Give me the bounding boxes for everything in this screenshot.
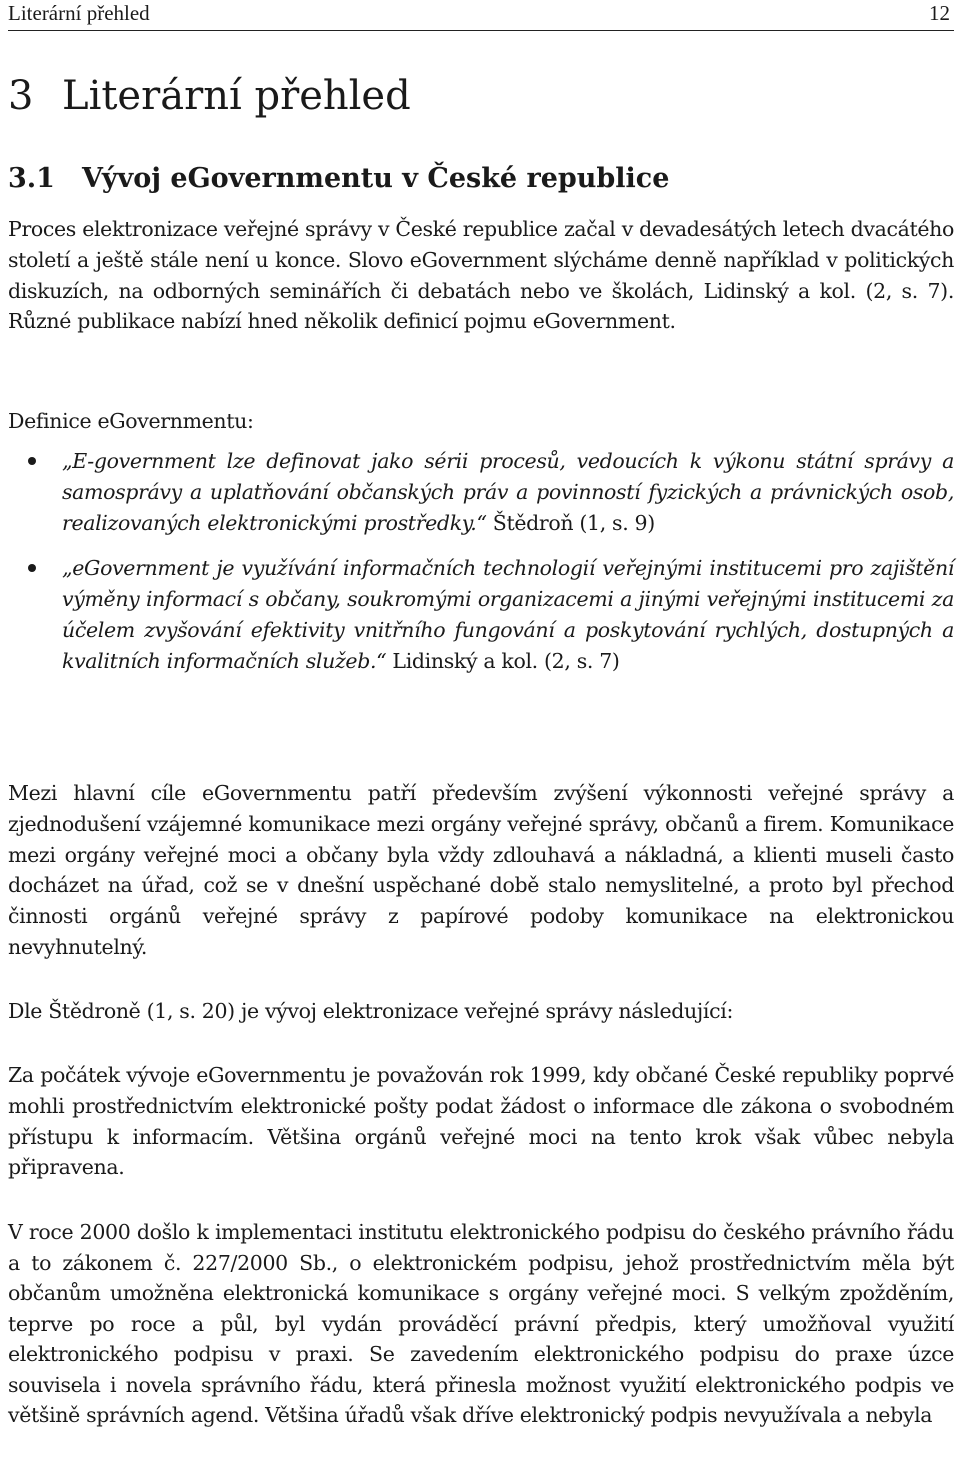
definition-item — [8, 553, 954, 676]
definition-item — [8, 446, 954, 538]
section-number: 3.1 — [8, 163, 55, 194]
intro-paragraph: Proces elektronizace veřejné správy v České republice začal v devadesátých letech dvacátého století a ještě stále není u konce. Slovo eGovernment slýcháme denně například v politických diskuzích, na odborných seminářích či debatách nebo ve školách, Lidinský a kol. (2, s. 7). Různé publikace nabízí hned několik definicí pojmu eGovernment. — [8, 217, 954, 334]
chapter-title: Literární přehled — [62, 73, 411, 119]
history-1999-paragraph: Za počátek vývoje eGovernmentu je považován rok 1999, kdy občané České republiky poprvé mohli prostřednictvím elektronické pošty podat žádost o informace dle zákona o svobodném přístupu k informacím. Většina orgánů veřejné moci na tento krok však vůbec nebyla připravena. — [8, 1063, 954, 1180]
chapter-heading — [8, 68, 411, 124]
chapter-number: 3 — [8, 73, 34, 119]
definitions-label: Definice eGovernmentu: — [8, 409, 254, 433]
definitions-list — [8, 446, 954, 677]
development-intro-paragraph: Dle Štědroně (1, s. 20) je vývoj elektronizace veřejné správy následující: — [8, 999, 734, 1023]
page-number: 12 — [929, 1, 950, 25]
definition-citation: Lidinský a kol. (2, s. 7) — [386, 648, 620, 673]
running-header-title: Literární přehled — [8, 1, 150, 25]
section-heading — [8, 158, 669, 200]
history-2000-paragraph: V roce 2000 došlo k implementaci institutu elektronického podpisu do českého právního řádu a to zákonem č. 227/2000 Sb., o elektronickém podpisu, jehož prostřednictvím měla být občanům umožněna elektronická komunikace s orgány veřejné moci. S velkým zpožděním, teprve po roce a půl, byl vydán prováděcí právní předpis, který umožňoval využití elektronického podpisu v praxi. Se zavedením elektronického podpisu do praxe úzce souvisela i novela správního řádu, která přinesla možnost využití elektronického podpis ve většině správních agend. Většina úřadů však dříve elektronický podpis nevyužívala a nebyla — [8, 1220, 954, 1427]
definition-citation: Štědroň (1, s. 9) — [486, 510, 655, 535]
definition-quote: „E-government lze definovat jako sérii procesů, vedoucích k výkonu státní správy a samosprávy a uplatňování občanských práv a povinností fyzických a právnických osob, realizovaných elektronickými prostředky.“ — [62, 449, 954, 535]
bullet-icon — [28, 564, 36, 572]
bullet-icon — [28, 457, 36, 465]
definition-quote: „eGovernment je využívání informačních technologií veřejnými institucemi pro zajištění výměny informací s občany, soukromými organizacemi a jinými veřejnými institucemi za účelem zvyšování efektivity vnitřního fungování a poskytování rychlých, dostupných a kvalitních informačních služeb.“ — [62, 556, 954, 673]
goals-paragraph: Mezi hlavní cíle eGovernmentu patří především zvýšení výkonnosti veřejné správy a zjednodušení vzájemné komunikace mezi orgány veřejné správy, občanů a firem. Komunikace mezi orgány veřejné moci a občany byla vždy zdlouhavá a nákladná, a klienti museli často docházet na úřad, což se v dnešní uspěchané době stalo nemyslitelné, a proto byl přechod činnosti orgánů veřejné správy z papírové podoby komunikace na elektronickou nevyhnutelný. — [8, 781, 954, 959]
section-title: Vývoj eGovernmentu v České republice — [82, 163, 670, 194]
running-header — [8, 0, 954, 31]
